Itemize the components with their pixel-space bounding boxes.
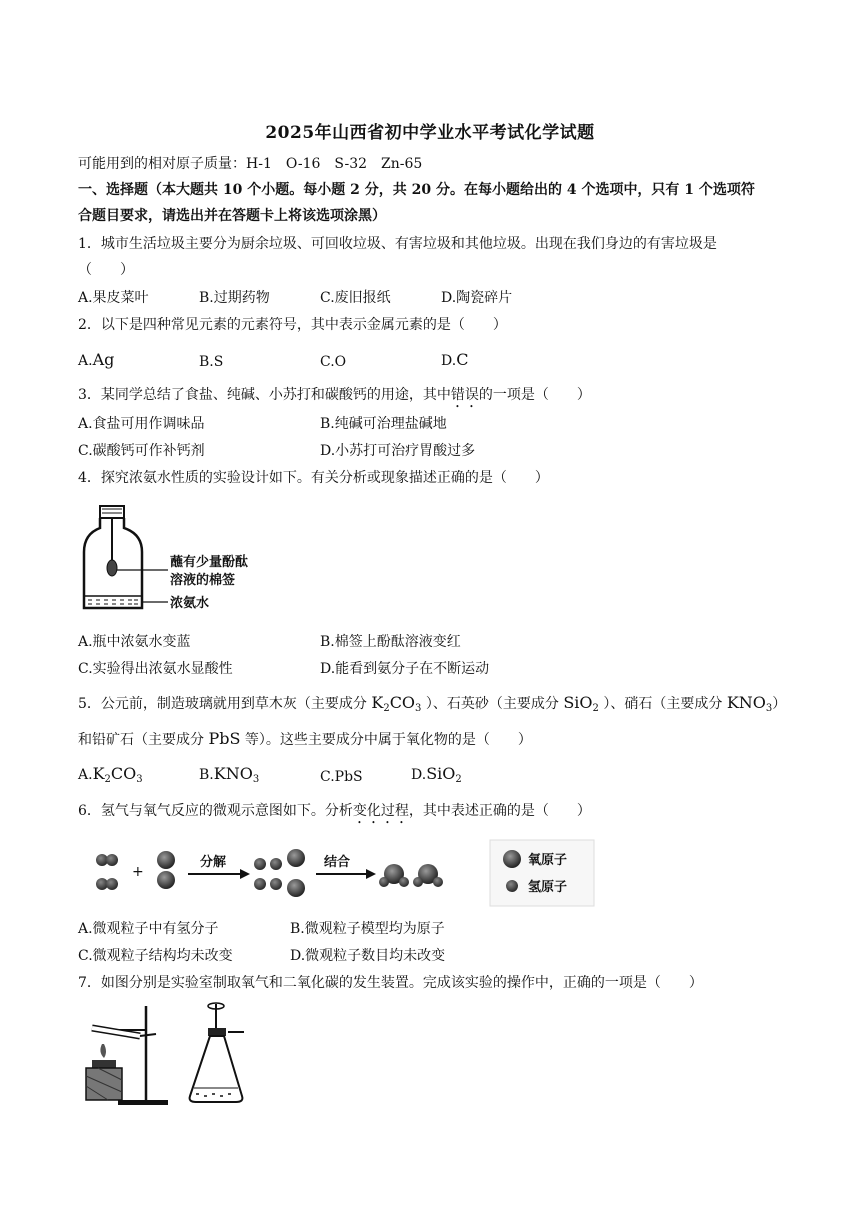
q7-stem: 7．如图分别是实验室制取氧气和二氧化碳的发生装置。完成该实验的操作中，正确的一项是（ ） (78, 975, 703, 991)
combine-label: 结合 (324, 855, 351, 870)
reaction-diagram (88, 838, 598, 910)
q4-option-a: A.瓶中浓氨水变蓝 (78, 634, 191, 650)
decompose-label: 分解 (200, 855, 227, 870)
q4-stem: 4．探究浓氨水性质的实验设计如下。有关分析或现象描述正确的是（ ） (78, 470, 549, 486)
emphasis-text: 错误 (450, 387, 479, 403)
ammonia-bottle-figure (80, 500, 249, 618)
q1-option-b: B.过期药物 (199, 290, 270, 306)
section-heading-line1: 一、选择题（本大题共 10 个小题。每小题 2 分，共 20 分。在每小题给出的 4 个选项中，只有 1 个选项符 (78, 182, 755, 198)
emphasis-text: 变化过程 (352, 803, 409, 819)
hydrogen-atom-legend: 氢原子 (528, 880, 568, 895)
q6-option-b: B.微观粒子模型均为原子 (290, 921, 445, 937)
q6-option-a: A.微观粒子中有氢分子 (78, 921, 219, 937)
q3-option-d: D.小苏打可治疗胃酸过多 (320, 443, 476, 459)
q5-option-b: $B.KNO_3$ (199, 764, 260, 785)
ammonia-label: 浓氨水 (170, 596, 210, 611)
swab-label-line1: 蘸有少量酚酞 (170, 555, 249, 570)
q3-option-c: C.碳酸钙可作补钙剂 (78, 443, 205, 459)
q2-option-a: A.Ag (78, 350, 115, 369)
oxygen-atom-legend: 氧原子 (528, 853, 568, 868)
page-title: 2025年山西省初中学业水平考试化学试题 (265, 123, 595, 143)
swab-label-line2: 溶液的棉签 (170, 573, 236, 588)
q2-option-d: D.C (441, 350, 469, 369)
q3-option-b: B.纯碱可治理盐碱地 (320, 416, 447, 432)
q6-stem: 6．氢气与氧气反应的微观示意图如下。分析变化过程，其中表述正确的是（ ） (78, 803, 591, 819)
q6-option-c: C.微观粒子结构均未改变 (78, 948, 233, 964)
q4-option-c: C.实验得出浓氨水显酸性 (78, 661, 233, 677)
q1-option-d: D.陶瓷碎片 (441, 290, 513, 306)
q4-option-b: B.棉签上酚酞溶液变红 (320, 634, 461, 650)
q1-option-a: A.果皮菜叶 (78, 290, 149, 306)
q1-stem: 1．城市生活垃圾主要分为厨余垃圾、可回收垃圾、有害垃圾和其他垃圾。出现在我们身边的有害垃圾是 (78, 236, 717, 252)
q5-stem-line2: 和铅矿石（主要成分 PbS 等）。这些主要成分中属于氧化物的是（ ） (78, 729, 532, 748)
svg-text:+: + (132, 864, 144, 880)
gas-generator-figure (78, 1000, 258, 1108)
q5-stem-line1: 5．公元前，制造玻璃就用到草木灰（主要成分 $K_2CO_3$ ）、石英砂（主要成分 SiO$_2$ ）、硝石（主要成分 $KNO_3$） (78, 693, 787, 714)
atomic-masses: 可能用到的相对原子质量：H-1 O-16 S-32 Zn-65 (78, 156, 423, 172)
q1-option-c: C.废旧报纸 (320, 290, 391, 306)
q3-option-a: A.食盐可用作调味品 (78, 416, 205, 432)
q3-stem: 3．某同学总结了食盐、纯碱、小苏打和碳酸钙的用途，其中错误的一项是（ ） (78, 387, 591, 403)
q6-option-d: D.微观粒子数目均未改变 (290, 948, 446, 964)
q5-option-d: D.SiO$_2$ (411, 764, 462, 785)
q1-stem-bracket: （ ） (78, 262, 134, 278)
section-heading-line2: 合题目要求，请选出并在答题卡上将该选项涂黑） (78, 208, 386, 224)
q2-stem: 2．以下是四种常见元素的元素符号，其中表示金属元素的是（ ） (78, 317, 507, 333)
q2-option-b: B.S (199, 354, 224, 370)
q2-option-c: C.O (320, 354, 347, 370)
q5-option-a: $A.K_2CO_3$ (78, 764, 143, 785)
q5-option-c: C.PbS (320, 769, 363, 785)
q4-option-d: D.能看到氨分子在不断运动 (320, 661, 490, 677)
